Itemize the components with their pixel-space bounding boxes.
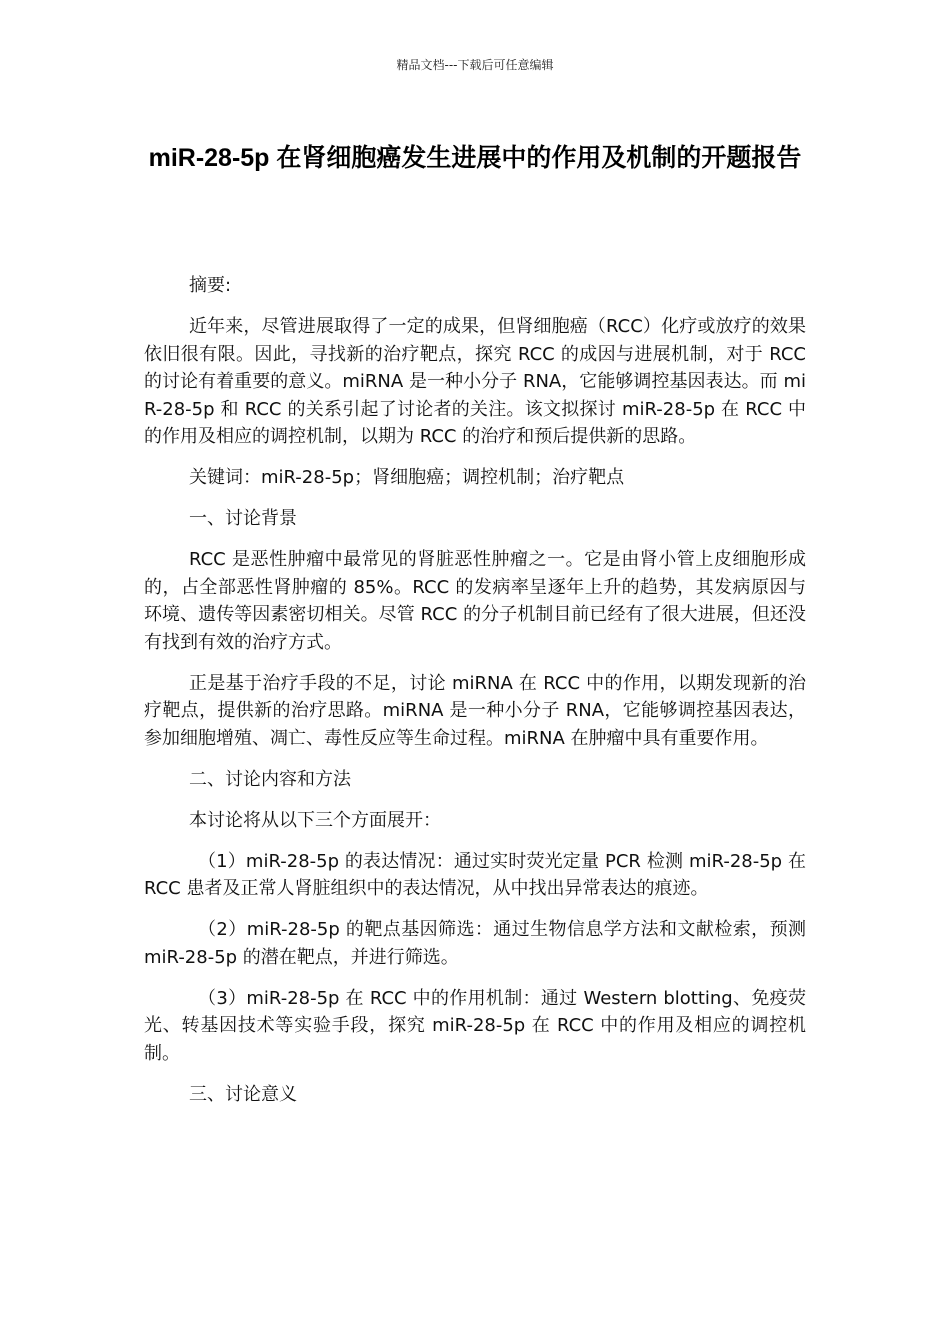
methods-item-3: （3）miR-28-5p 在 RCC 中的作用机制：通过 Western blotting、免疫荧光、转基因技术等实验手段，探究 miR-28-5p 在 RCC 中的作用及相应的调控机制。 [144,987,806,1064]
abstract-label: 摘要: [189,275,232,296]
methods-intro: 本讨论将从以下三个方面展开： [189,809,441,831]
background-paragraph-2: 正是基于治疗手段的不足，讨论 miRNA 在 RCC 中的作用，以期发现新的治疗靶点，提供新的治疗思路。miRNA 是一种小分子 RNA，它能够调控基因表达，参加细胞增殖、凋亡、毒性反应等生命过程。miRNA 在肿瘤中具有重要作用。 [144,672,806,749]
methods-item-2: （2）miR-28-5p 的靶点基因筛选：通过生物信息学方法和文献检索，预测 miR-28-5p 的潜在靶点，并进行筛选。 [144,919,806,968]
document-body [144,272,806,1122]
section-heading-background: 一、讨论背景 [189,508,297,529]
background-paragraph-1: RCC 是恶性肿瘤中最常见的肾脏恶性肿瘤之一。它是由肾小管上皮细胞形成的，占全部恶性肾肿瘤的 85%。RCC 的发病率呈逐年上升的趋势，其发病原因与环境、遗传等因素密切相关。尽管 RCC 的分子机制目前已经有了很大进展，但还没有找到有效的治疗方式。 [144,549,806,653]
document-title: miR-28-5p 在肾细胞癌发生进展中的作用及机制的开题报告 [148,144,802,172]
methods-item-1: （1）miR-28-5p 的表达情况：通过实时荧光定量 PCR 检测 miR-28-5p 在 RCC 患者及正常人肾脏组织中的表达情况，从中找出异常表达的痕迹。 [144,850,806,899]
header-note: 精品文档---下载后可任意编辑 [396,58,554,72]
section-heading-significance: 三、讨论意义 [189,1083,297,1105]
section-heading-methods: 二、讨论内容和方法 [189,768,351,790]
keywords-line: 关键词：miR-28-5p；肾细胞癌；调控机制；治疗靶点 [189,467,625,488]
abstract-paragraph: 近年来，尽管进展取得了一定的成果，但肾细胞癌（RCC）化疗或放疗的效果依旧很有限。因此，寻找新的治疗靶点，探究 RCC 的成因与进展机制，对于 RCC 的讨论有着重要的意义。miRNA 是一种小分子 RNA，它能够调控基因表达。而 miR-28-5p 和 RCC 的关系引起了讨论者的关注。该文拟探讨 miR-28-5p 在 RCC 中的作用及相应的调控机制，以期为 RCC 的治疗和预后提供新的思路。 [144,316,806,447]
